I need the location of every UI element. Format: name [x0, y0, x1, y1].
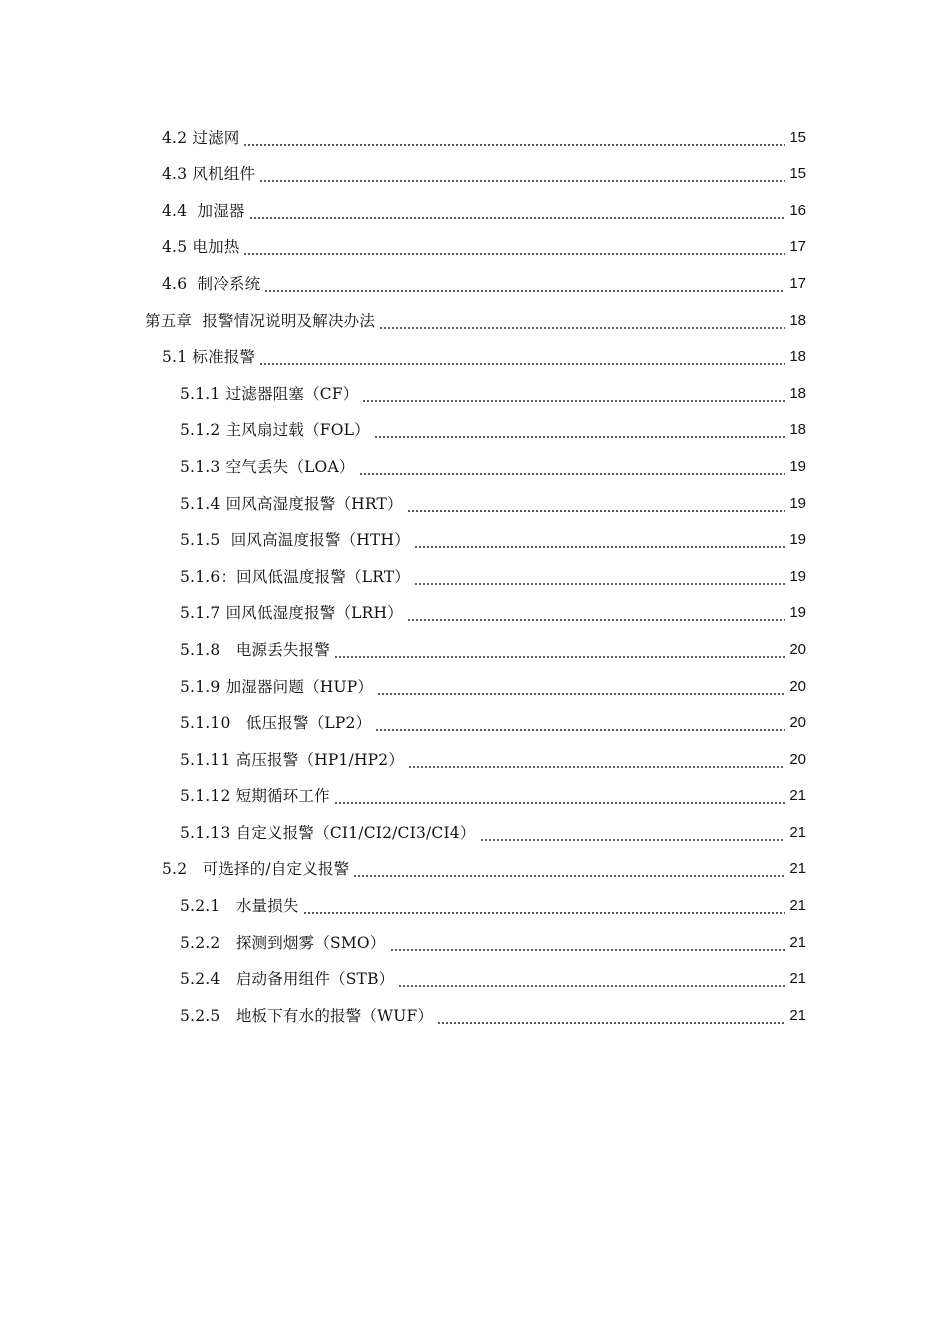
toc-dot-leader — [480, 824, 785, 844]
toc-entry-page-number: 18 — [789, 384, 806, 402]
toc-entry-title: 5.1.13 自定义报警（CI1/CI2/CI3/CI4） — [180, 823, 476, 842]
toc-dot-leader — [259, 165, 785, 185]
toc-entry[interactable] — [0, 844, 950, 881]
toc-entry[interactable] — [0, 441, 950, 478]
toc-entry[interactable] — [0, 478, 950, 515]
toc-entry-page-number: 15 — [789, 128, 806, 146]
toc-entry-page-number: 21 — [789, 823, 806, 841]
toc-entry-title: 5.1.4 回风高湿度报警（HRT） — [180, 494, 403, 513]
toc-dot-leader — [243, 129, 785, 149]
toc-dot-leader — [377, 678, 785, 698]
toc-dot-leader — [390, 934, 785, 954]
toc-entry-page-number: 19 — [789, 531, 806, 549]
toc-entry-title: 5.1.5 回风高温度报警（HTH） — [180, 531, 410, 550]
toc-dot-leader — [407, 495, 785, 515]
toc-entry-page-number: 21 — [789, 860, 806, 878]
toc-dot-leader — [243, 238, 785, 258]
toc-entry-title: 5.1.6：回风低温度报警（LRT） — [180, 567, 411, 586]
toc-entry-page-number: 20 — [789, 714, 806, 732]
toc-dot-leader — [398, 970, 785, 990]
toc-entry[interactable] — [0, 734, 950, 771]
toc-entry-title: 5.1.10 低压报警（LP2） — [180, 714, 372, 733]
toc-entry[interactable] — [0, 368, 950, 405]
toc-entry[interactable] — [0, 222, 950, 259]
toc-dot-leader — [407, 604, 785, 624]
toc-entry-page-number: 21 — [789, 897, 806, 915]
toc-entry-page-number: 20 — [789, 640, 806, 658]
toc-entry-title: 4.4 加湿器 — [162, 201, 245, 220]
toc-entry-title: 4.2 过滤网 — [162, 128, 240, 147]
toc-entry[interactable] — [0, 698, 950, 735]
toc-entry-title: 4.3 风机组件 — [162, 165, 256, 184]
toc-dot-leader — [375, 714, 785, 734]
toc-entry-title: 5.1.11 高压报警（HP1/HP2） — [180, 750, 405, 769]
toc-entry-title: 4.5 电加热 — [162, 238, 240, 257]
toc-entry-title: 5.2.2 探测到烟雾（SMO） — [180, 933, 386, 952]
toc-entry-title: 5.2.1 水量损失 — [180, 897, 299, 916]
toc-entry[interactable] — [0, 515, 950, 552]
toc-entry-page-number: 18 — [789, 311, 806, 329]
toc-entry-title: 5.1 标准报警 — [162, 348, 256, 367]
toc-entry[interactable] — [0, 954, 950, 991]
toc-entry[interactable] — [0, 917, 950, 954]
toc-dot-leader — [379, 312, 785, 332]
toc-dot-leader — [334, 787, 785, 807]
toc-dot-leader — [259, 348, 785, 368]
toc-entry[interactable] — [0, 295, 950, 332]
toc-entry-page-number: 19 — [789, 494, 806, 512]
toc-dot-leader — [334, 641, 785, 661]
toc-entry[interactable] — [0, 405, 950, 442]
toc-entry-title: 5.1.1 过滤器阻塞（CF） — [180, 384, 359, 403]
toc-dot-leader — [359, 458, 785, 478]
toc-entry-title: 5.2.4 启动备用组件（STB） — [180, 970, 395, 989]
toc-entry-page-number: 20 — [789, 750, 806, 768]
toc-entry-page-number: 19 — [789, 457, 806, 475]
toc-entry-title: 第五章 报警情况说明及解决办法 — [145, 311, 376, 330]
toc-entry[interactable] — [0, 185, 950, 222]
toc-dot-leader — [249, 202, 785, 222]
toc-dot-leader — [353, 860, 785, 880]
toc-entry-page-number: 20 — [789, 677, 806, 695]
toc-entry-page-number: 19 — [789, 567, 806, 585]
toc-entry[interactable] — [0, 588, 950, 625]
toc-entry[interactable] — [0, 112, 950, 149]
toc-dot-leader — [414, 568, 785, 588]
toc-entry[interactable] — [0, 551, 950, 588]
toc-entry[interactable] — [0, 624, 950, 661]
toc-dot-leader — [362, 385, 785, 405]
toc-entry-page-number: 15 — [789, 165, 806, 183]
toc-entry-page-number: 17 — [789, 238, 806, 256]
toc-entry-page-number: 17 — [789, 274, 806, 292]
toc-entry[interactable] — [0, 149, 950, 186]
toc-dot-leader — [374, 421, 785, 441]
toc-entry-page-number: 18 — [789, 421, 806, 439]
toc-dot-leader — [437, 1007, 785, 1027]
toc-entry-title: 4.6 制冷系统 — [162, 274, 261, 293]
toc-entry[interactable] — [0, 661, 950, 698]
table-of-contents — [0, 112, 950, 1027]
toc-entry-page-number: 19 — [789, 604, 806, 622]
toc-entry-page-number: 21 — [789, 787, 806, 805]
toc-entry-title: 5.1.8 电源丢失报警 — [180, 640, 331, 659]
toc-entry-title: 5.1.7 回风低湿度报警（LRH） — [180, 604, 403, 623]
toc-dot-leader — [414, 531, 785, 551]
toc-entry-title: 5.2.5 地板下有水的报警（WUF） — [180, 1006, 434, 1025]
toc-entry-title: 5.1.12 短期循环工作 — [180, 787, 330, 806]
toc-dot-leader — [264, 275, 785, 295]
toc-entry-page-number: 21 — [789, 933, 806, 951]
toc-entry-page-number: 18 — [789, 348, 806, 366]
toc-entry[interactable] — [0, 258, 950, 295]
toc-entry-title: 5.2 可选择的/自定义报警 — [162, 860, 350, 879]
toc-entry-page-number: 21 — [789, 970, 806, 988]
toc-entry-page-number: 21 — [789, 1006, 806, 1024]
toc-entry-page-number: 16 — [789, 201, 806, 219]
toc-dot-leader — [303, 897, 785, 917]
toc-dot-leader — [408, 751, 785, 771]
toc-entry[interactable] — [0, 990, 950, 1027]
toc-entry[interactable] — [0, 880, 950, 917]
toc-entry[interactable] — [0, 807, 950, 844]
toc-entry[interactable] — [0, 771, 950, 808]
toc-entry-title: 5.1.9 加湿器问题（HUP） — [180, 677, 374, 696]
toc-entry-title: 5.1.3 空气丢失（LOA） — [180, 457, 355, 476]
toc-entry[interactable] — [0, 332, 950, 369]
toc-entry-title: 5.1.2 主风扇过载（FOL） — [180, 421, 370, 440]
